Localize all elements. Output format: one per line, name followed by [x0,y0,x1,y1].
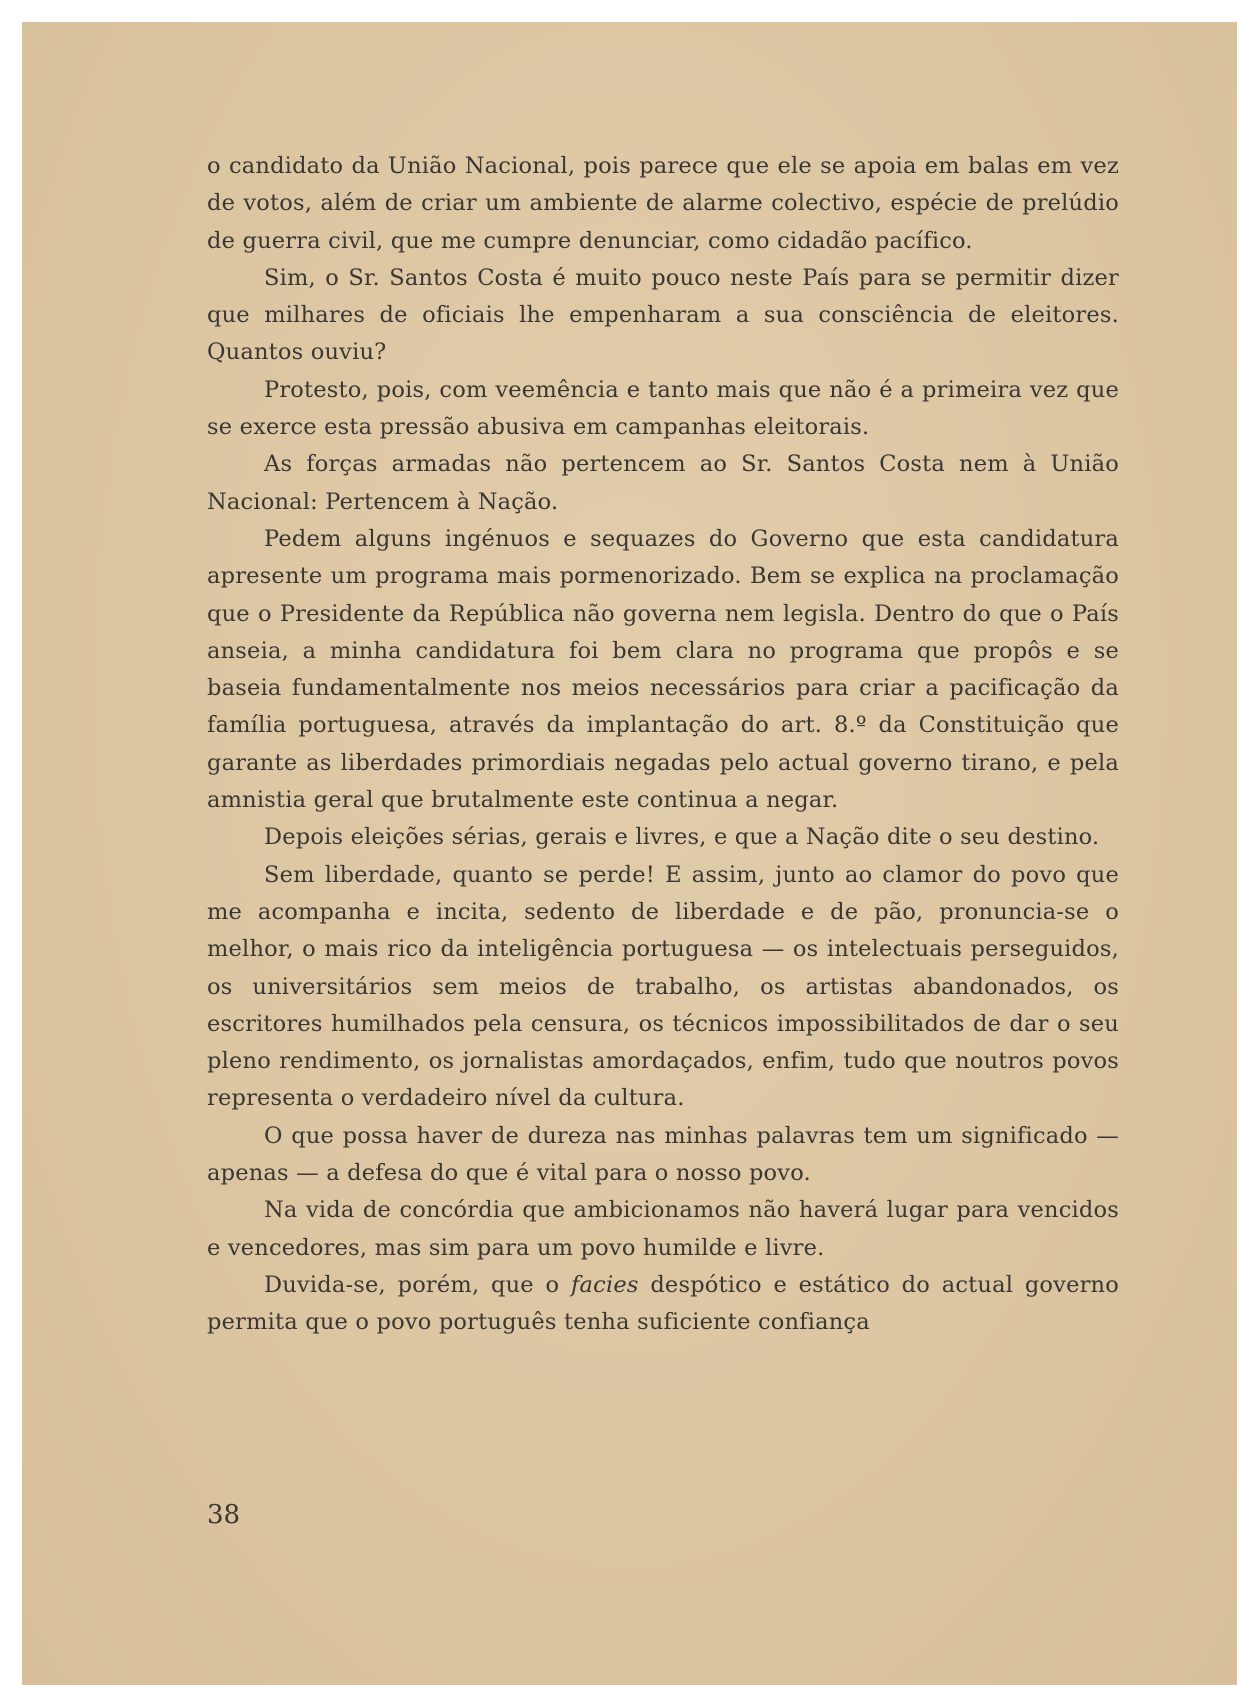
paragraph-8: O que possa haver de dureza nas minhas palavras tem um significado — apenas — a defesa do que é vital para o nosso povo. [207,1122,1119,1187]
paragraph-10 [207,1267,1119,1342]
page-number: 38 [207,1500,241,1530]
paragraph-10-start: Duvida-se, porém, que o [264,1271,571,1298]
paragraph-3: Protesto, pois, com veemência e tanto mais que não é a primeira vez que se exerce esta pressão abusiva em campanhas eleitorais. [207,376,1119,441]
paragraph-10-end: despótico e estático do actual governo permita que o povo português tenha suficiente confiança [207,1271,1119,1336]
document-page [22,22,1237,1685]
paragraph-7: Sem liberdade, quanto se perde! E assim, junto ao clamor do povo que me acompanha e incita, sedento de liberdade e de pão, pronuncia-se o melhor, o mais rico da inteligência portuguesa — os intelectuais perseguidos, os universitários sem meios de trabalho, os artistas abandonados, os escritores humilhados pela censura, os técnicos impossibilitados de dar o seu pleno rendimento, os jornalistas amordaçados, enfim, tudo que noutros povos representa o verdadeiro nível da cultura. [207,861,1119,1112]
paragraph-1: o candidato da União Nacional, pois parece que ele se apoia em balas em vez de votos, além de criar um ambiente de alarme colectivo, espécie de prelúdio de guerra civil, que me cumpre denunciar, como cidadão pacífico. [207,153,1119,254]
body-text [207,148,1119,1342]
paragraph-5: Pedem alguns ingénuos e sequazes do Governo que esta candidatura apresente um programa mais pormenorizado. Bem se explica na proclamação que o Presidente da República não governa nem legisla. Dentro do que o País anseia, a minha candidatura foi bem clara no programa que propôs e se baseia fundamentalmente nos meios necessários para criar a pacificação da família portuguesa, através da implantação do art. 8.º da Constituição que garante as liberdades primordiais negadas pelo actual governo tirano, e pela amnistia geral que brutalmente este continua a negar. [207,525,1119,814]
paragraph-4: As forças armadas não pertencem ao Sr. Santos Costa nem à União Nacional: Pertencem à Nação. [207,451,1119,515]
paragraph-2: Sim, o Sr. Santos Costa é muito pouco neste País para se permitir dizer que milhares de oficiais lhe empenharam a sua consciência de eleitores. Quantos ouviu? [207,264,1119,366]
italic-term: facies [571,1271,639,1298]
paragraph-9: Na vida de concórdia que ambicionamos não haverá lugar para vencidos e vencedores, mas sim para um povo humilde e livre. [207,1197,1119,1261]
paragraph-6: Depois eleições sérias, gerais e livres, e que a Nação dite o seu destino. [264,824,1100,851]
